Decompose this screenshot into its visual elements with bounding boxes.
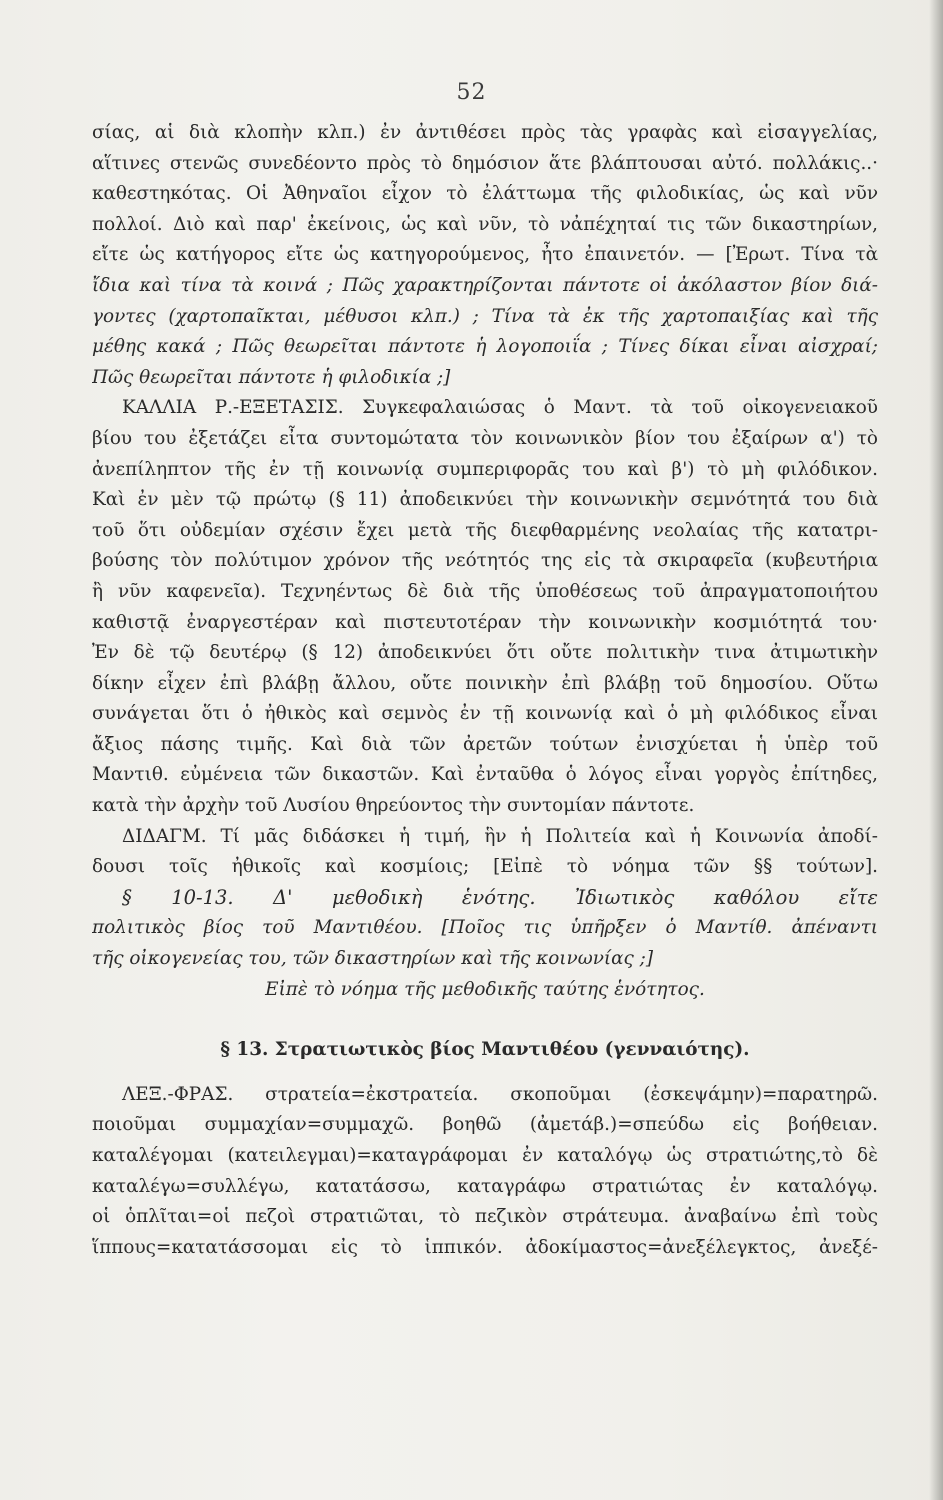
section-heading: § 10-13. Δ' μεθοδικὴ ἑνότης. Ἰδιωτικὸς καθόλου εἴτε [122,885,878,909]
text-line: πολιτικὸς βίος τοῦ Μαντιθέου. [Ποῖος τις ὑπῆρξεν ὁ Μαντίθ. ἀπέναντι [92,917,878,939]
text-line: ἀνεπίληπτον τῆς ἐν τῇ κοινωνίᾳ συμπεριφορᾶς του καὶ β') τὸ μὴ φιλόδικον. [92,458,878,480]
text-line: βίου του ἐξετάζει εἶτα συντομώτατα τὸν κοινωνικὸν βίον του ἐξαίρων α') τὸ [92,427,878,449]
page-edge-shadow [929,0,943,1500]
text-line: δουσι τοῖς ἠθικοῖς καὶ κοσμίοις; [Εἰπὲ τὸ νόημα τῶν §§ τούτων]. [92,856,878,878]
text-line: γοντες (χαρτοπαῖκται, μέθυσοι κλπ.) ; Τίνα τὰ ἐκ τῆς χαρτοπαιξίας καὶ τῆς [92,305,878,327]
text-line: καθιστᾷ ἐναργεστέραν καὶ πιστευτοτέραν τὴν κοινωνικὴν κοσμιότητά του· [92,611,878,633]
text-line: ἄξιος πάσης τιμῆς. Καὶ διὰ τῶν ἀρετῶν τούτων ἐνισχύεται ἡ ὑπὲρ τοῦ [92,733,878,755]
paragraph-4 [92,883,878,1005]
spacer [92,1005,878,1035]
text-line: ΔΙΔΑΓΜ. Τί μᾶς διδάσκει ἡ τιμή, ἣν ἡ Πολιτεία καὶ ἡ Κοινωνία ἀποδί- [122,825,878,847]
text-line: οἱ ὁπλῖται=οἱ πεζοὶ στρατιῶται, τὸ πεζικὸν στράτευμα. ἀναβαίνω ἐπὶ τοὺς [92,1206,878,1228]
text-line: Μαντιθ. εὐμένεια τῶν δικαστῶν. Καὶ ἐνταῦθα ὁ λόγος εἶναι γοργὸς ἐπίτηδες, [92,764,878,786]
page-number: 52 [456,80,487,105]
text-line: ΛΕΞ.-ΦΡΑΣ. στρατεία=ἐκστρατεία. σκοποῦμαι (ἐσκεψάμην)=παρατηρῶ. [122,1083,878,1105]
text-line: Πῶς θεωρεῖται πάντοτε ἡ φιλοδικία ;] [92,366,451,388]
text-line: σίας, αἱ διὰ κλοπὴν κλπ.) ἐν ἀντιθέσει πρὸς τὰς γραφὰς καὶ εἰσαγγελίας, [92,122,878,143]
paragraph-5 [92,1035,878,1066]
text-line: εἴτε ὡς κατήγορος εἴτε ὡς κατηγορούμενος, ἦτο ἐπαινετόν. — [Ἐρωτ. Τίνα τὰ [92,244,878,266]
text-line: κατὰ τὴν ἀρχὴν τοῦ Λυσίου θηρεύοντος τὴν συντομίαν πάντοτε. [92,795,695,817]
text-line: καταλέγω=συλλέγω, κατατάσσω, καταγράφω στρατιώτας ἐν καταλόγῳ. [92,1175,878,1197]
text-line: ΚΑΛΛΙΑ Ρ.-ΕΞΕΤΑΣΙΣ. Συγκεφαλαιώσας ὁ Μαντ. τὰ τοῦ οἰκογενειακοῦ [122,397,878,419]
text-line: ποιοῦμαι συμμαχίαν=συμμαχῶ. βοηθῶ (ἀμετάβ.)=σπεύδω εἰς βοήθειαν. [92,1114,878,1136]
paragraph-2 [92,393,878,821]
text-line: συνάγεται ὅτι ὁ ἠθικὸς καὶ σεμνὸς ἐν τῇ κοινωνίᾳ καὶ ὁ μὴ φιλόδικος εἶναι [92,703,878,725]
text-line: Καὶ ἐν μὲν τῷ πρώτῳ (§ 11) ἀποδεικνύει τὴν κοινωνικὴν σεμνότητά του διὰ [92,489,878,511]
text-line: καταλέγομαι (κατειλεγμαι)=καταγράφομαι ἐν καταλόγῳ ὡς στρατιώτης,τὸ δὲ [92,1145,878,1166]
text-line: βούσης τὸν πολύτιμον χρόνον τῆς νεότητός της εἰς τὰ σκιραφεῖα (κυβευτήρια [92,550,878,572]
text-line: ἵππους=κατατάσσομαι εἰς τὸ ἱππικόν. ἀδοκίμαστος=ἀνεξέλεγκτος, ἀνεξέ- [92,1236,878,1258]
text-line: Εἰπὲ τὸ νόημα τῆς μεθοδικῆς ταύτης ἑνότητος. [265,978,705,1000]
text-line: δίκην εἶχεν ἐπὶ βλάβῃ ἄλλου, οὔτε ποινικὴν ἐπὶ βλάβῃ τοῦ δημοσίου. Οὕτω [92,672,878,694]
spacer [92,1066,878,1080]
text-line: τοῦ ὅτι οὐδεμίαν σχέσιν ἔχει μετὰ τῆς διεφθαρμένης νεολαίας τῆς κατατρι- [92,519,878,541]
text-line: ἴδια καὶ τίνα τὰ κοινά ; Πῶς χαρακτηρίζονται πάντοτε οἱ ἀκόλαστον βίον διά- [92,274,878,296]
paragraph-6 [92,1080,878,1264]
text-line: πολλοί. Διὸ καὶ παρ' ἐκείνοις, ὡς καὶ νῦν, τὸ νἀπέχηταί τις τῶν δικαστηρίων, [92,213,878,235]
text-line: καθεστηκότας. Οἱ Ἀθηναῖοι εἶχον τὸ ἐλάττωμα τῆς φιλοδικίας, ὡς καὶ νῦν [92,183,878,205]
text-line: ἢ νῦν καφενεῖα). Τεχνηέντως δὲ διὰ τῆς ὑποθέσεως τοῦ ἀπραγματοποιήτου [92,580,878,602]
paragraph-1 [92,118,878,393]
text-line: μέθης κακά ; Πῶς θεωρεῖται πάντοτε ἡ λογοποιΐα ; Τίνες δίκαι εἶναι αἰσχραί; [92,336,878,358]
text-line: Ἐν δὲ τῷ δευτέρῳ (§ 12) ἀποδεικνύει ὅτι οὔτε πολιτικὴν τινα ἀτιμωτικὴν [92,642,878,664]
section-heading: § 13. Στρατιωτικὸς βίος Μαντιθέου (γενναιότης). [220,1039,750,1061]
paragraph-3 [92,822,878,883]
page-text [92,118,878,1263]
text-line: τῆς οἰκογενείας του, τῶν δικαστηρίων καὶ τῆς κοινωνίας ;] [92,948,654,970]
text-line: αἵτινες στενῶς συνεδέοντο πρὸς τὸ δημόσιον ἅτε βλάπτουσαι αὐτό. πολλάκις..· [92,152,878,174]
